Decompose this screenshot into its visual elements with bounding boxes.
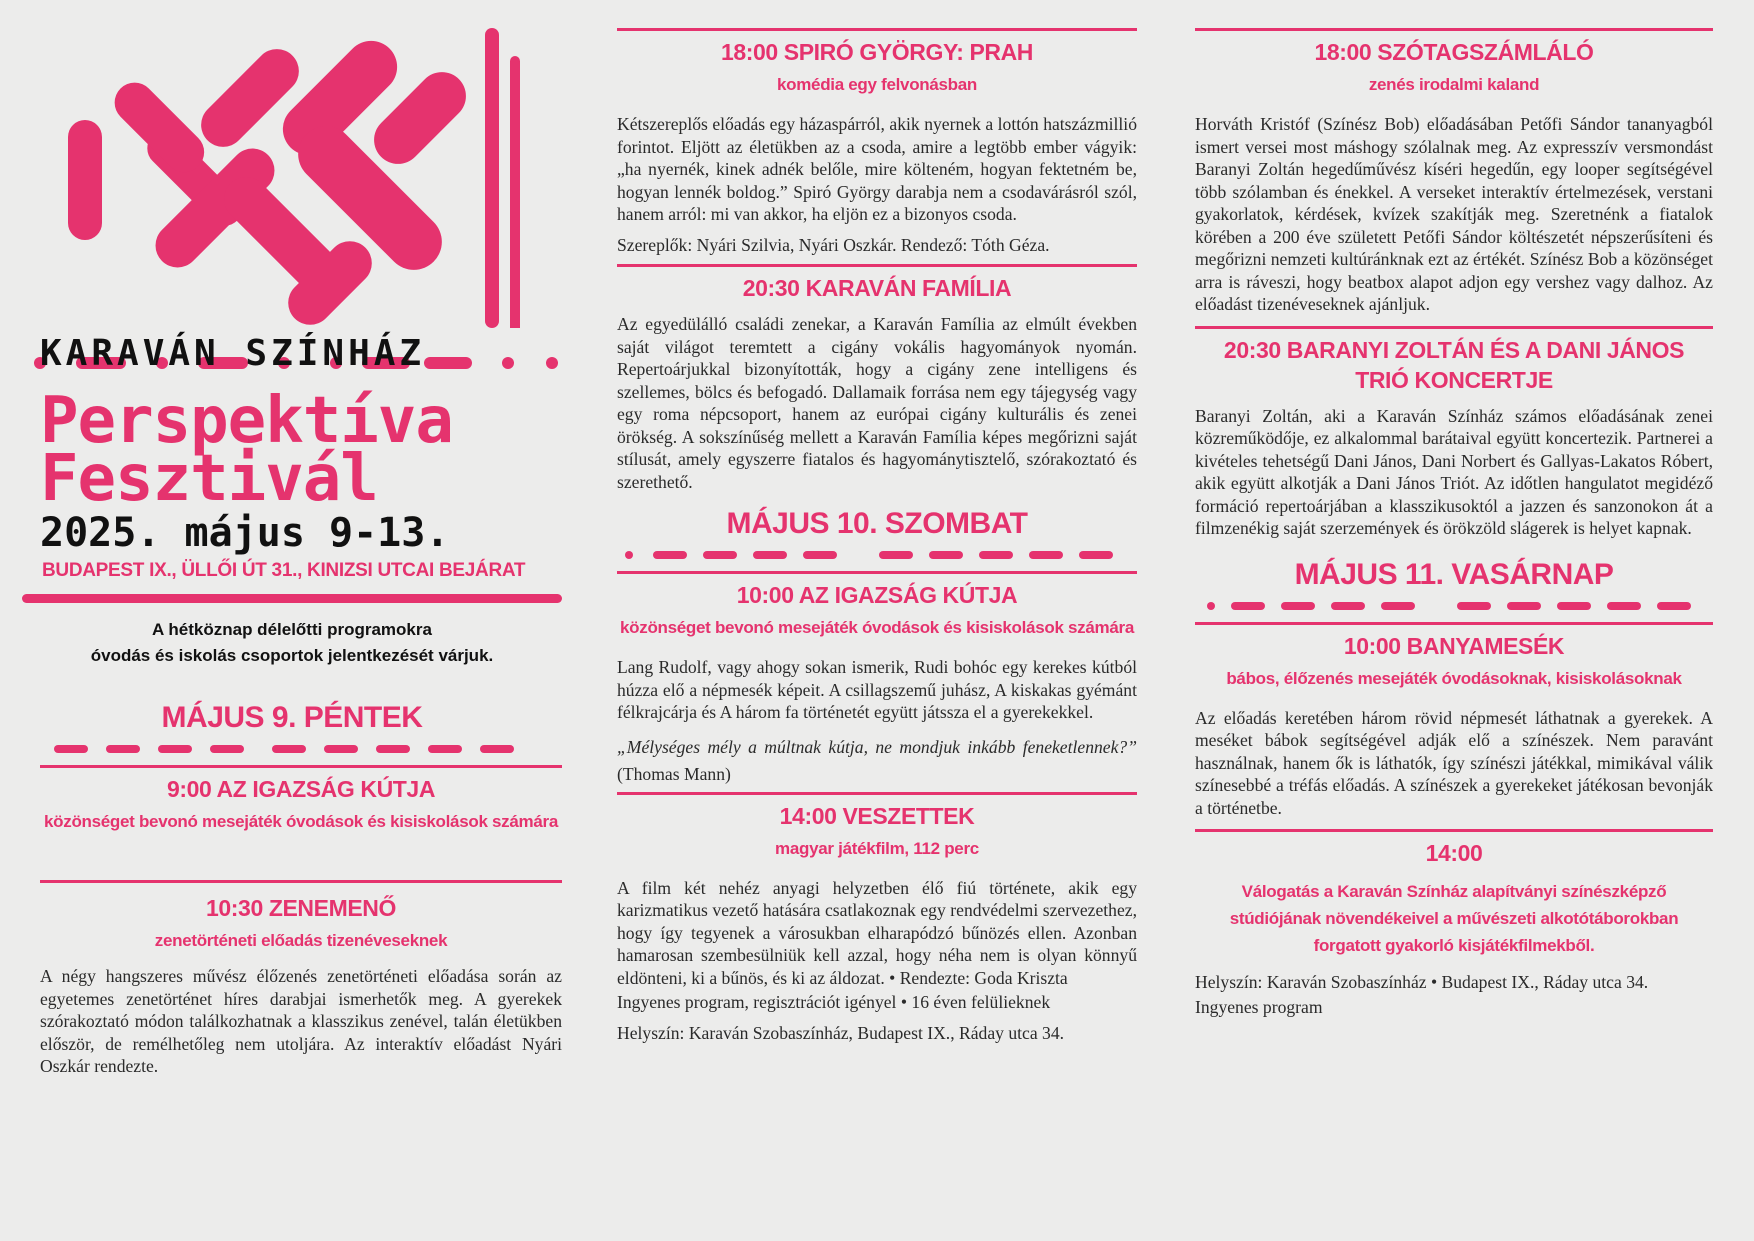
event-subtitle: zenetörténeti előadás tizenéveseknek (154, 931, 448, 950)
day-heading-may-9: MÁJUS 9. PÉNTEK (161, 701, 423, 734)
quote-author: (Thomas Mann) (617, 763, 731, 784)
event-divider (1195, 829, 1713, 832)
event-info: Ingyenes program, regisztrációt igényel • 16 éven felülieknek (617, 992, 1051, 1012)
dash-divider (1195, 598, 1713, 614)
event-title-line1: 20:30 BARANYI ZOLTÁN ÉS A DANI JÁNOS (1223, 336, 1685, 363)
event-divider (617, 264, 1137, 267)
event-title: 18:00 SZÓTAGSZÁMLÁLÓ (1314, 39, 1594, 65)
event-venue: Helyszín: Karaván Szobaszínház, Budapest IX., Ráday utca 34. (617, 1022, 1065, 1043)
event-title: 9:00 AZ IGAZSÁG KÚTJA (166, 776, 436, 802)
day-heading-may-11: MÁJUS 11. VASÁRNAP (1294, 557, 1614, 591)
event-divider (40, 880, 562, 883)
event-info: Ingyenes program (1195, 996, 1323, 1017)
event-venue: Helyszín: Karaván Szobaszínház • Budapest IX., Ráday utca 34. (1195, 972, 1649, 992)
event-description: A film két nehéz anyagi helyzetben élő fiú története, akik egy karizmatikus vezető hatására csatlakoznak egy rendvédelmi szervezethez, hogy így tegyenek a városukban elharapódzó bűnözés ellen. Azonban hamarosan szembesülniük kell azzal, hogy néha nem is olyan könnyű eldönteni, ki a bűnös, és ki az áldozat. • Rendezte: Goda Kriszta (617, 877, 1137, 988)
school-note (22, 617, 562, 669)
column-3 (1195, 28, 1713, 1018)
event-description: Kétszereplős előadás egy házaspárról, akik nyernek a lottón hatszázmillió forintot. Eljött az életükben az a csoda, amire a legtöbb ember vágyik: „ha nyernék, kinek adnék belőle, mire költeném, hogyan fektetném be, hogyan lennék boldog.” Spiró György darabja nem a csodavárásról szól, hanem arról: mi van akkor, ha eljön ez a bizonyos csoda. (617, 114, 1137, 224)
event-title: 10:00 AZ IGAZSÁG KÚTJA (736, 582, 1018, 608)
event-description: Az egyedülálló családi zenekar, a Karaván Família az elmúlt években saját világot teremtett a cigány vokális hagyományok nyomán. Repertoárjukkal bizonyították, hogy a cigány zene intelligens és szellemes, bölcs és befogadó. Dallamaik forrása nem egy tájegység vagy egy roma népcsoport, hanem az európai cigány kulturális és zenei örökség. A sokszínűség mellett a Karaván Família képes megőrizni saját stílusát, amely egyszerre fiatalos és hagyománytisztelő, szórakoztató és szerethető. (617, 314, 1137, 492)
dash-divider (32, 741, 552, 757)
event-description: Horváth Kristóf (Színész Bob) előadásában Petőfi Sándor tananyagból ismert versei most máshogy szólalnak meg. Az expresszív versmondást Baranyi Zoltán hegedűművész kíséri hegedűn, egy looper segítségével több szólamban és énekkel. A verseket interaktív értelmezések, verstani gyakorlatok, kérdések, kvízek szakítják meg. Szeretnénk a fiatalok körében a 200 éve született Petőfi Sándor költészetét népszerűsíteni és megőrizni nemzeti kultúránknak ezt az értékét. Színész Bob a közönséget arra is ráveszi, hogy beatbox alapot adjon egy vershez vagy dalhoz. Az előadást tizenéveseknek ajánljuk. (1195, 114, 1713, 314)
event-subtitle: bábos, élőzenés mesejáték óvodásoknak, kisiskolásoknak (1226, 668, 1682, 688)
event-description: Lang Rudolf, vagy ahogy sokan ismerik, Rudi bohóc egy kerekes kútból húzza elő a népmesék képeit. A csillagszemű juhász, A kiskakas gyémánt félkrajcárja és A három fa történetét együtt játssza el a gyerekekkel. (617, 657, 1137, 722)
quote-text: „Mélységes mély a múltnak kútja, ne mondjuk inkább feneketlennek?” (617, 736, 1137, 757)
festival-title-line2: Fesztivál (40, 442, 378, 516)
event-divider (1195, 28, 1713, 31)
event-subtitle: Válogatás a Karaván Színház alapítványi színészképző stúdiójának növendékeivel a művészeti alkotótáborokban forgatott gyakorló kisjátékfilmekből. (1229, 882, 1679, 955)
event-subtitle: közönséget bevonó mesejáték óvodások és kisiskolások számára (44, 812, 558, 831)
event-divider (40, 765, 562, 768)
event-divider (1195, 622, 1713, 625)
event-title: 18:00 SPIRÓ GYÖRGY: PRAH (720, 39, 1034, 65)
day-heading-may-10: MÁJUS 10. SZOMBAT (726, 507, 1028, 540)
column-2 (617, 28, 1137, 1044)
event-title-line2: TRIÓ KONCERTJE (1355, 366, 1553, 393)
event-divider (1195, 326, 1713, 329)
event-description: Az előadás keretében három rövid népmesét láthatnak a gyerekek. A meséket bábok segítségével adják elő a színészek. Nem paravánt használnak, hanem ők is láthatók, így színészi játékkal, mimikával válik színesebbé a tréfás előadás. A színészek a gyerekeket játékosan bevonják a történetbe. (1195, 707, 1713, 818)
column-1 (22, 28, 562, 1078)
event-title: 10:30 ZENEMENŐ (206, 895, 396, 921)
event-title: 14:00 (1425, 840, 1483, 866)
festival-title (22, 384, 562, 516)
school-note-line2: óvodás és iskolás csoportok jelentkezését várjuk. (90, 646, 494, 665)
school-note-line1: A hétköznap délelőtti programokra (152, 620, 432, 639)
event-subtitle: zenés irodalmi kaland (1368, 75, 1540, 94)
event-title: 20:30 KARAVÁN FAMÍLIA (742, 275, 1012, 301)
day1-events (22, 765, 562, 1078)
festival-date: 2025. május 9-13. (40, 510, 450, 556)
event-description: A négy hangszeres művész élőzenés zenetörténeti előadása során az egyetemes zenetörténet híres darabjai ismerhetők meg. A gyerekek szórakoztató módon találkozhatnak a klasszikus zenével, talán életükben először, de remélhetőleg nem utoljára. Az interaktív előadást Nyári Oszkár rendezte. (40, 966, 562, 1076)
event-divider (617, 28, 1137, 31)
thick-divider (22, 594, 562, 603)
festival-address: BUDAPEST IX., ÜLLŐI ÚT 31., KINIZSI UTCAI BEJÁRAT (42, 560, 526, 581)
festival-title-line1: Perspektíva (40, 384, 453, 458)
event-cast: Szereplők: Nyári Szilvia, Nyári Oszkár. Rendező: Tóth Géza. (617, 234, 1050, 255)
theatre-name: KARAVÁN SZÍNHÁZ (40, 333, 426, 374)
karavan-logo-icon (40, 28, 580, 328)
event-title (1195, 335, 1713, 395)
dash-divider (617, 547, 1137, 563)
event-quote (617, 734, 1137, 788)
logo-block (22, 28, 562, 374)
event-subtitle: komédia egy felvonásban (776, 75, 977, 94)
event-title: 14:00 VESZETTEK (779, 802, 975, 829)
event-divider (617, 571, 1137, 574)
event-subtitle: közönséget bevonó mesejáték óvodások és kisiskolások számára (620, 618, 1134, 637)
event-title: 10:00 BANYAMESÉK (1343, 632, 1565, 659)
event-divider (617, 792, 1137, 795)
event-subtitle: magyar játékfilm, 112 perc (775, 838, 979, 858)
event-description: Baranyi Zoltán, aki a Karaván Színház számos előadásának zenei közreműködője, ez alkalommal barátaival együtt koncertezik. Partnerei a kivételes tehetségű Dani János, Dani Norbert és Gallyas-Lakatos Róbert, akik együtt alkotják a Dani János Triót. Az időtlen hangulatot megidéző formáció repertoárjában a klasszikusoktól a jazzen és sanzonokon át a filmzenékig saját szerzemények és örökzöld slágerek is helyet kapnak. (1195, 405, 1713, 538)
